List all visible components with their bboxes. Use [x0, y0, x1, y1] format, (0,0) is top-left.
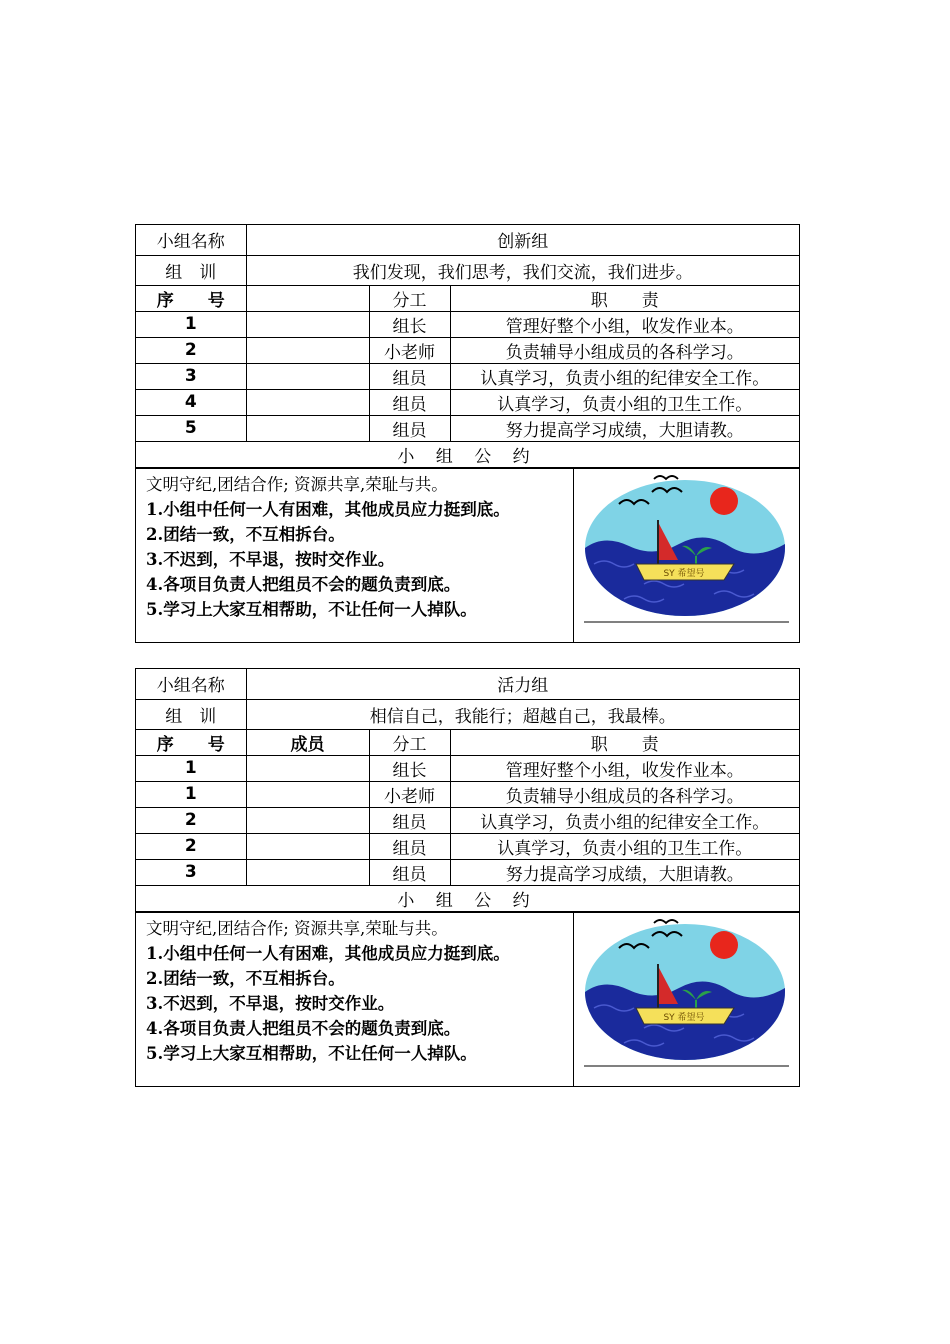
pact-item: 文明守纪,团结合作; 资源共享,荣耻与共。	[146, 918, 448, 938]
row-index: 4	[136, 389, 246, 415]
pact-list	[136, 913, 574, 1086]
header-member-text: 成员	[290, 734, 325, 755]
table-row	[136, 311, 799, 337]
row-role: 组长	[369, 311, 450, 337]
group-logo-icon	[584, 474, 794, 624]
row-role: 小老师	[369, 781, 450, 807]
logo-cell	[574, 469, 799, 642]
row-role: 组员	[369, 859, 450, 885]
table-row	[136, 833, 799, 859]
group-name-label	[136, 669, 246, 699]
header-role-text: 分工	[392, 734, 427, 755]
row-member	[246, 859, 369, 885]
pact-item: 5.学习上大家互相帮助，不让任何一人掉队。	[146, 1043, 477, 1063]
row-member	[246, 337, 369, 363]
group-name-label-text: 小组名称	[156, 676, 225, 697]
row-duty: 管理好整个小组，收发作业本。	[450, 755, 799, 781]
row-member	[246, 415, 369, 441]
table-row	[136, 389, 799, 415]
row-index: 5	[136, 415, 246, 441]
group-motto-row	[136, 699, 799, 729]
row-member	[246, 781, 369, 807]
group-table	[136, 225, 799, 468]
logo-text: SY 希望号	[663, 1012, 705, 1023]
header-duty-text: 职 责	[590, 290, 659, 311]
row-index: 1	[136, 755, 246, 781]
row-member	[246, 363, 369, 389]
group-name-row	[136, 225, 799, 255]
logo-cell	[574, 913, 799, 1086]
pact-list	[136, 469, 574, 642]
group-logo-icon	[584, 918, 794, 1068]
row-index: 2	[136, 807, 246, 833]
pact-item: 2.团结一致，不互相拆台。	[146, 968, 345, 988]
row-index: 2	[136, 337, 246, 363]
row-duty: 努力提高学习成绩，大胆请教。	[450, 859, 799, 885]
group-name-text: 创新组	[497, 232, 549, 253]
pact-item: 1.小组中任何一人有困难，其他成员应力挺到底。	[146, 943, 510, 963]
group-name-label-text: 小组名称	[156, 232, 225, 253]
header-index-text: 序 号	[156, 734, 225, 755]
group-name-text: 活力组	[497, 676, 549, 697]
table-row	[136, 363, 799, 389]
header-member	[246, 285, 369, 311]
header-duty	[450, 285, 799, 311]
pact-title	[136, 441, 799, 467]
row-role: 组员	[369, 363, 450, 389]
header-index	[136, 729, 246, 755]
group-motto-label-text: 组 训	[165, 262, 217, 283]
row-role: 组员	[369, 389, 450, 415]
header-duty-text: 职 责	[590, 734, 659, 755]
header-index-text: 序 号	[156, 290, 225, 311]
group-motto	[246, 699, 799, 729]
row-index: 3	[136, 859, 246, 885]
header-role	[369, 729, 450, 755]
row-member	[246, 833, 369, 859]
group-motto-label-text: 组 训	[165, 706, 217, 727]
row-duty: 负责辅导小组成员的各科学习。	[450, 781, 799, 807]
header-duty	[450, 729, 799, 755]
row-index: 3	[136, 363, 246, 389]
header-role	[369, 285, 450, 311]
table-row	[136, 337, 799, 363]
row-duty: 认真学习，负责小组的卫生工作。	[450, 833, 799, 859]
header-member	[246, 729, 369, 755]
pact-item: 2.团结一致，不互相拆台。	[146, 524, 345, 544]
header-index	[136, 285, 246, 311]
group-name-row	[136, 669, 799, 699]
table-row	[136, 807, 799, 833]
group-name	[246, 225, 799, 255]
group-table	[136, 669, 799, 912]
pact-item: 1.小组中任何一人有困难，其他成员应力挺到底。	[146, 499, 510, 519]
pact-item: 4.各项目负责人把组员不会的题负责到底。	[146, 574, 461, 594]
group-motto-row	[136, 255, 799, 285]
group-motto-text: 相信自己，我能行；超越自己，我最棒。	[369, 706, 676, 727]
group-card-1	[135, 224, 800, 643]
table-row	[136, 755, 799, 781]
table-header-row	[136, 285, 799, 311]
group-card-2	[135, 668, 800, 1087]
group-name	[246, 669, 799, 699]
row-member	[246, 807, 369, 833]
row-index: 1	[136, 311, 246, 337]
group-motto	[246, 255, 799, 285]
row-duty: 认真学习，负责小组的纪律安全工作。	[450, 807, 799, 833]
row-duty: 认真学习，负责小组的纪律安全工作。	[450, 363, 799, 389]
row-member	[246, 389, 369, 415]
pact-title-text: 小 组 公 约	[397, 446, 538, 467]
pact-title-row	[136, 441, 799, 467]
pact-section	[136, 912, 799, 1086]
row-role: 组员	[369, 807, 450, 833]
pact-item: 文明守纪,团结合作; 资源共享,荣耻与共。	[146, 474, 448, 494]
row-duty: 认真学习，负责小组的卫生工作。	[450, 389, 799, 415]
row-role: 组长	[369, 755, 450, 781]
header-role-text: 分工	[392, 290, 427, 311]
row-index: 2	[136, 833, 246, 859]
logo-text: SY 希望号	[663, 568, 705, 579]
pact-title	[136, 885, 799, 911]
table-row	[136, 415, 799, 441]
group-motto-label	[136, 699, 246, 729]
pact-item: 3.不迟到，不早退，按时交作业。	[146, 993, 395, 1013]
pact-item: 3.不迟到，不早退，按时交作业。	[146, 549, 395, 569]
table-row	[136, 781, 799, 807]
pact-section	[136, 468, 799, 642]
row-index: 1	[136, 781, 246, 807]
group-motto-text: 我们发现，我们思考，我们交流，我们进步。	[352, 262, 693, 283]
row-duty: 负责辅导小组成员的各科学习。	[450, 337, 799, 363]
table-header-row	[136, 729, 799, 755]
group-motto-label	[136, 255, 246, 285]
table-row	[136, 859, 799, 885]
group-name-label	[136, 225, 246, 255]
row-duty: 管理好整个小组，收发作业本。	[450, 311, 799, 337]
pact-item: 5.学习上大家互相帮助，不让任何一人掉队。	[146, 599, 477, 619]
row-member	[246, 311, 369, 337]
pact-title-row	[136, 885, 799, 911]
pact-item: 4.各项目负责人把组员不会的题负责到底。	[146, 1018, 461, 1038]
row-role: 组员	[369, 833, 450, 859]
row-role: 小老师	[369, 337, 450, 363]
row-duty: 努力提高学习成绩，大胆请教。	[450, 415, 799, 441]
row-role: 组员	[369, 415, 450, 441]
row-member	[246, 755, 369, 781]
pact-title-text: 小 组 公 约	[397, 890, 538, 911]
